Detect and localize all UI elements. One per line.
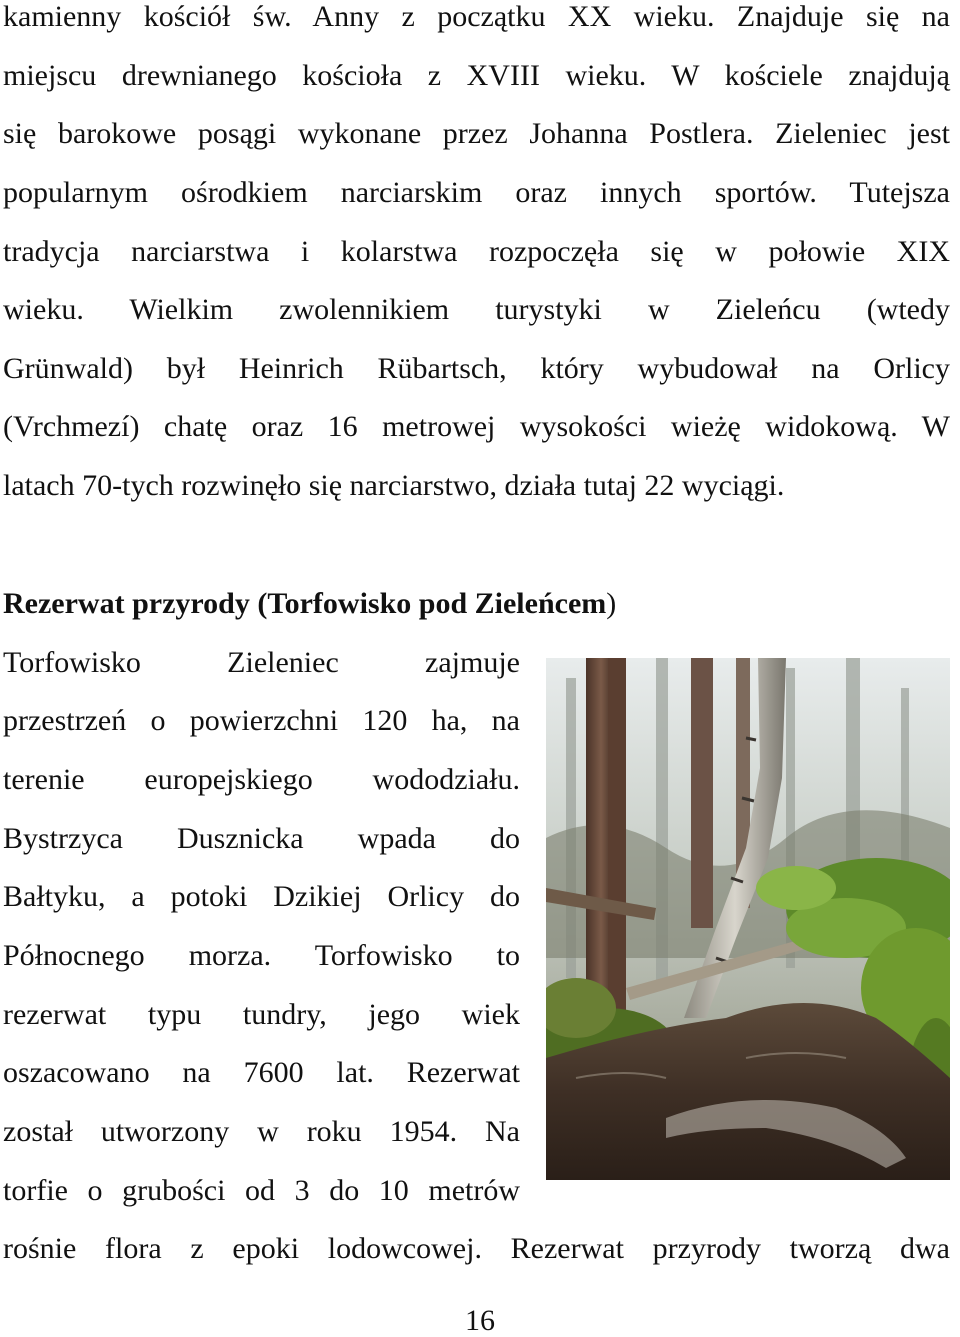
text-line: oszacowano na 7600 lat. Rezerwat bbox=[3, 1056, 520, 1089]
text-line: przestrzeń o powierzchni 120 ha, na bbox=[3, 704, 520, 737]
text-line: rośnie flora z epoki lodowcowej. Rezerwat przyrody tworzą dwa bbox=[3, 1232, 950, 1265]
text-line: Grünwald) był Heinrich Rübartsch, który wybudował na Orlicy bbox=[3, 352, 950, 385]
text-line: miejscu drewnianego kościoła z XVIII wieku. W kościele znajdują bbox=[3, 59, 950, 92]
text-line: się barokowe posągi wykonane przez Johanna Postlera. Zieleniec jest bbox=[3, 117, 950, 150]
text-line: rezerwat typu tundry, jego wiek bbox=[3, 998, 520, 1031]
text-line: terenie europejskiego wododziału. bbox=[3, 763, 520, 796]
section-heading-tail: ) bbox=[606, 587, 617, 620]
text-line: wieku. Wielkim zwolennikiem turystyki w Zieleńcu (wtedy bbox=[3, 293, 950, 326]
text-line: Północnego morza. Torfowisko to bbox=[3, 939, 520, 972]
text-line: kamienny kościół św. Anny z początku XX wieku. Znajduje się na bbox=[3, 0, 950, 33]
section-heading-bold: Rezerwat przyrody (Torfowisko pod Zieleńcem bbox=[3, 587, 607, 620]
text-line: popularnym ośrodkiem narciarskim oraz innych sportów. Tutejsza bbox=[3, 176, 950, 209]
text-line: latach 70-tych rozwinęło się narciarstwo, działa tutaj 22 wyciągi. bbox=[3, 469, 785, 502]
text-line: tradycja narciarstwa i kolarstwa rozpoczęła się w połowie XIX bbox=[3, 235, 950, 268]
text-line: Bałtyku, a potoki Dzikiej Orlicy do bbox=[3, 880, 520, 913]
text-line: został utworzony w roku 1954. Na bbox=[3, 1115, 520, 1148]
text-line: (Vrchmezí) chatę oraz 16 metrowej wysokości wieżę widokową. W bbox=[3, 410, 950, 443]
section-heading bbox=[3, 589, 616, 619]
text-line: Bystrzyca Dusznicka wpada do bbox=[3, 822, 520, 855]
forest-stream-photo bbox=[546, 658, 950, 1180]
forest-stream-illustration bbox=[546, 658, 950, 1180]
text-line: Torfowisko Zieleniec zajmuje bbox=[3, 646, 520, 679]
page-number: 16 bbox=[465, 1304, 495, 1337]
text-line: torfie o grubości od 3 do 10 metrów bbox=[3, 1174, 520, 1207]
